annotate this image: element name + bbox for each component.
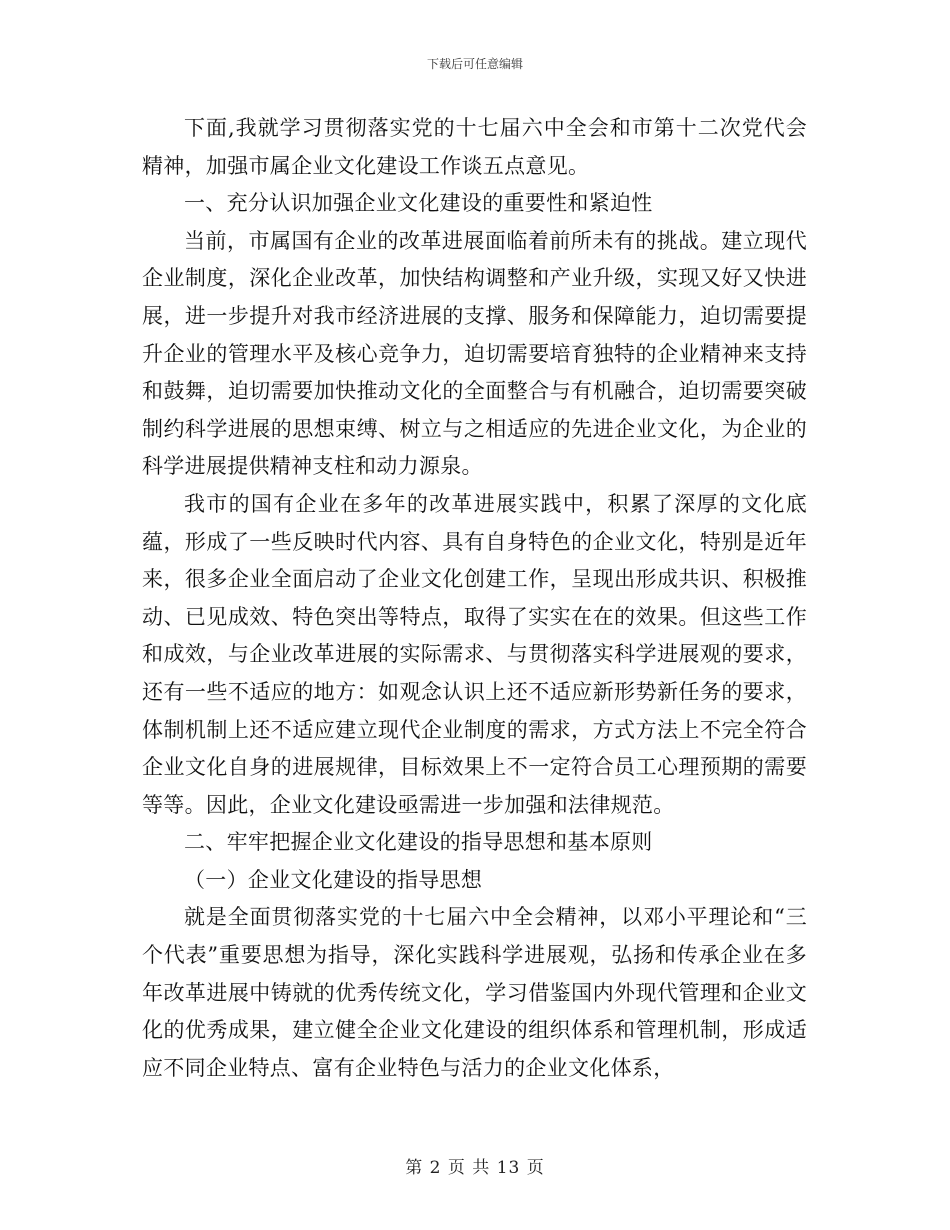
paragraph-achievements: 我市的国有企业在多年的改革进展实践中，积累了深厚的文化底蕴，形成了一些反映时代内容、具有自身特色的企业文化，特别是近年来，很多企业全面启动了企业文化创建工作，呈现出形成共识、积极推动、已见成效、特色突出等特点，取得了实实在在的效果。但这些工作和成效，与企业改革进展的实际需求、与贯彻落实科学进展观的要求，还有一些不适应的地方：如观念认识上还不适应新形势新任务的要求，体制机制上还不适应建立现代企业制度的需求，方式方法上不完全符合企业文化自身的进展规律，目标效果上不一定符合员工心理预期的需要等等。因此，企业文化建设亟需进一步加强和法律规范。	[142, 491, 807, 817]
paragraph-current-situation: 当前，市属国有企业的改革进展面临着前所未有的挑战。建立现代企业制度，深化企业改革，加快结构调整和产业升级，实现又好又快进展，进一步提升对我市经济进展的支撑、服务和保障能力，迫切需要提升企业的管理水平及核心竞争力，迫切需要培育独特的企业精神来支持和鼓舞，迫切需要加快推动文化的全面整合与有机融合，迫切需要突破制约科学进展的思想束缚、树立与之相适应的先进企业文化，为企业的科学进展提供精神支柱和动力源泉。	[142, 228, 807, 479]
subsection-heading-1: （一）企业文化建设的指导思想	[184, 867, 483, 892]
paragraph-guiding-thought: 就是全面贯彻落实党的十七届六中全会精神，以邓小平理论和“三个代表”重要思想为指导，深化实践科学进展观，弘扬和传承企业在多年改革进展中铸就的优秀传统文化，学习借鉴国内外现代管理和企业文化的优秀成果，建立健全企业文化建设的组织体系和管理机制，形成适应不同企业特点、富有企业特色与活力的企业文化体系，	[142, 905, 807, 1080]
header-note: 下载后可任意编辑	[426, 57, 523, 71]
section-heading-2: 二、牢牢把握企业文化建设的指导思想和基本原则	[184, 830, 653, 855]
paragraph-intro: 下面,我就学习贯彻落实党的十七届六中全会和市第十二次党代会精神，加强市属企业文化建设工作谈五点意见。	[142, 116, 807, 178]
page-number: 第 2 页 共 13 页	[405, 1158, 545, 1178]
document-body	[142, 110, 807, 1087]
section-heading-1: 一、充分认识加强企业文化建设的重要性和紧迫性	[184, 191, 653, 216]
